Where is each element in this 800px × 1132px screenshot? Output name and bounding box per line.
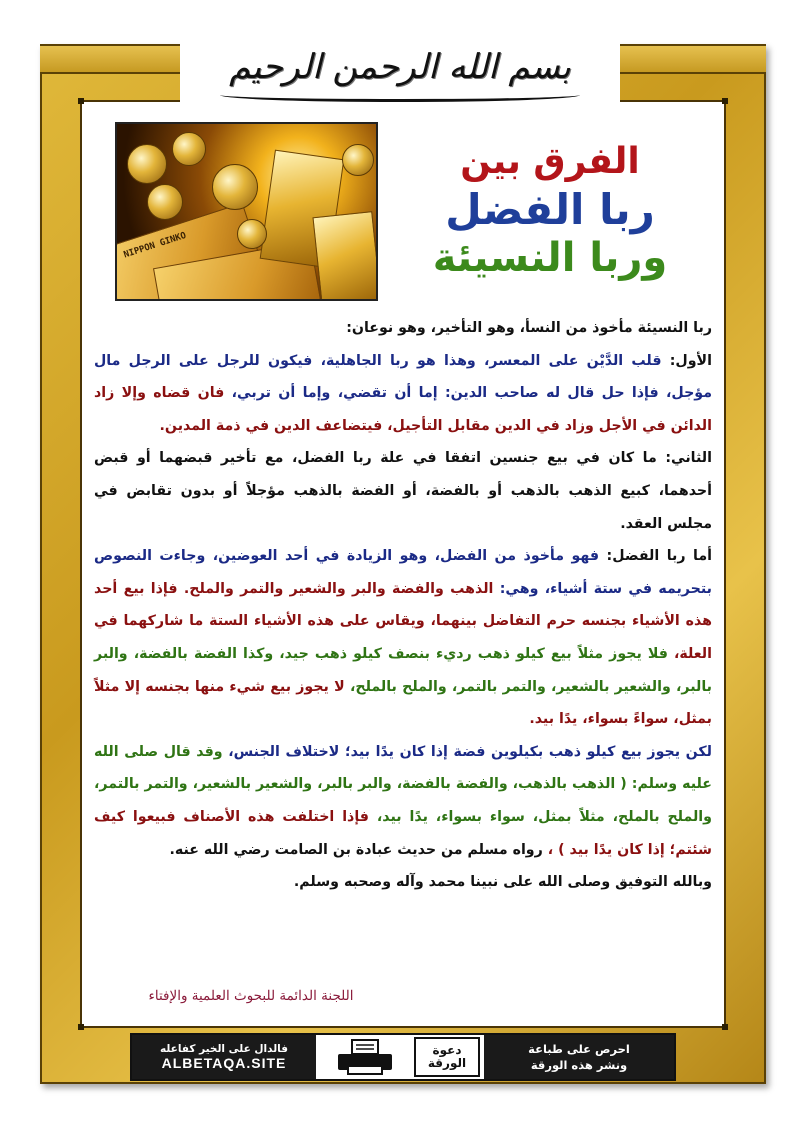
paragraph-second: ما كان في بيع جنسين اتفقا في علة ربا الفضل، مع تأخير قبضهما أو قبض أحدهما، كبيع الذهب بالذهب أو بالفضة، أو الفضة بالذهب مؤجلاً أو بدون تقابض في مجلس العقد. — [94, 450, 712, 532]
paragraph-hadith-c: فإذا اختلفت هذه الأصناف فبيعوا كيف شئتم؛ إذا كان يدًا بيد ) ، — [94, 808, 712, 858]
label-second: الثاني: — [665, 450, 712, 467]
paragraph-closing: وبالله التوفيق وصلى الله على نبينا محمد وآله وصحبه وسلم. — [293, 874, 712, 891]
logo-line-2: الورقة — [427, 1056, 467, 1070]
page-title — [400, 138, 700, 282]
paragraph-fadl-b: الذهب والفضة والبر والشعير والتمر والملح. فإذا بيع أحد هذه الأشياء بجنسه حرم التفاضل بينهما، ويقاس على هذه الأشياء الستة ما شاركهما في العلة، — [94, 580, 712, 662]
paragraph-first-b: فان قضاه وإلا زاد الدائن في الأجل وزاد في الدين مقابل التأجيل، فيتضاعف الدين في ذمة المدين. — [94, 385, 712, 434]
footer-hadith-text: فالدال على الخير كفاعله — [160, 1043, 288, 1055]
footer-print-line-1: احرص على طباعة — [528, 1042, 630, 1056]
paragraph-fadl-c: فلا يجوز مثلاً بيع كيلو ذهب رديء بنصف كيلو ذهب جيد، وكذا الفضة بالفضة، والبر بالبر، والشعير بالشعير، والتمر بالتمر، والملح بالملح، — [94, 645, 712, 695]
logo-mark — [414, 1037, 480, 1077]
gold-coin — [212, 164, 258, 210]
title-line-2: ربا الفضل — [445, 185, 655, 234]
panel-corner — [722, 98, 728, 104]
title-line-3: وربا النسيئة — [432, 235, 668, 281]
paragraph-first-a: قلب الدَّيْن على المعسر، وهذا هو ربا الجاهلية، فيكون للرجل على الرجل مال مؤجل، فإذا حل قال له صاحب الدين: إما أن تقضي، وإما أن تربي، — [94, 352, 712, 402]
title-line-1: الفرق بين — [460, 141, 640, 182]
gold-coin — [147, 184, 183, 220]
logo-line-1: دعوة — [432, 1043, 462, 1057]
banknote-label: NIPPON GINKO — [122, 230, 188, 261]
signature: اللجنة الدائمة للبحوث العلمية والإفتاء — [148, 988, 354, 1004]
paragraph-fadl-a: فهو مأخوذ من الفضل، وهو الزيادة في أحد العوضين، وجاءت النصوص بتحريمه في ستة أشياء، وهي: — [94, 548, 712, 597]
basmala-text: بسم الله الرحمن الرحيم — [229, 47, 571, 87]
paragraph-fadl-d: لا يجوز بيع شيء منها بجنسه إلا مثلاً بمثل، سواءً بسواء، يدًا بيد. — [94, 678, 712, 728]
footer-banner — [130, 1033, 676, 1081]
gold-coin — [127, 144, 167, 184]
article-body — [94, 312, 712, 1012]
label-first: الأول: — [669, 352, 712, 369]
label-fadl: أما ربا الفضل: — [606, 548, 712, 565]
gold-coin — [237, 219, 267, 249]
panel-corner — [722, 1024, 728, 1030]
panel-corner — [78, 98, 84, 104]
footer-print-line-2: ونشر هذه الورقة — [530, 1058, 628, 1072]
panel-corner — [78, 1024, 84, 1030]
gold-coin — [172, 132, 206, 166]
paragraph-intro: ربا النسيئة مأخوذ من النسأ، وهو التأخير، وهو نوعان: — [346, 320, 712, 336]
footer-site-link[interactable]: ALBETAQA.SITE — [161, 1055, 287, 1071]
gold-money-image — [115, 122, 378, 301]
paragraph-hadith-source: رواه مسلم من حديث عبادة بن الصامت رضي الله عنه. — [169, 841, 543, 858]
basmala-calligraphy — [180, 22, 620, 112]
gold-bar — [312, 211, 378, 301]
footer-site-block — [132, 1035, 316, 1079]
paragraph-exception-a: لكن يجوز بيع كيلو ذهب بكيلوين فضة إذا كان يدًا بيد؛ لاختلاف الجنس، — [228, 743, 712, 760]
paragraph-hadith-b: وقد قال صلى الله عليه وسلم: ( الذهب بالذهب، والفضة بالفضة، والبر بالبر، والشعير بالشعير، والتمر بالتمر، والملح بالملح، مثلاً بمثل، سواء بسواء، يدًا بيد، — [94, 743, 712, 825]
gold-coin — [342, 144, 374, 176]
basmala-swash — [220, 88, 580, 102]
footer-print-block — [484, 1035, 674, 1079]
printer-icon — [330, 1038, 400, 1078]
